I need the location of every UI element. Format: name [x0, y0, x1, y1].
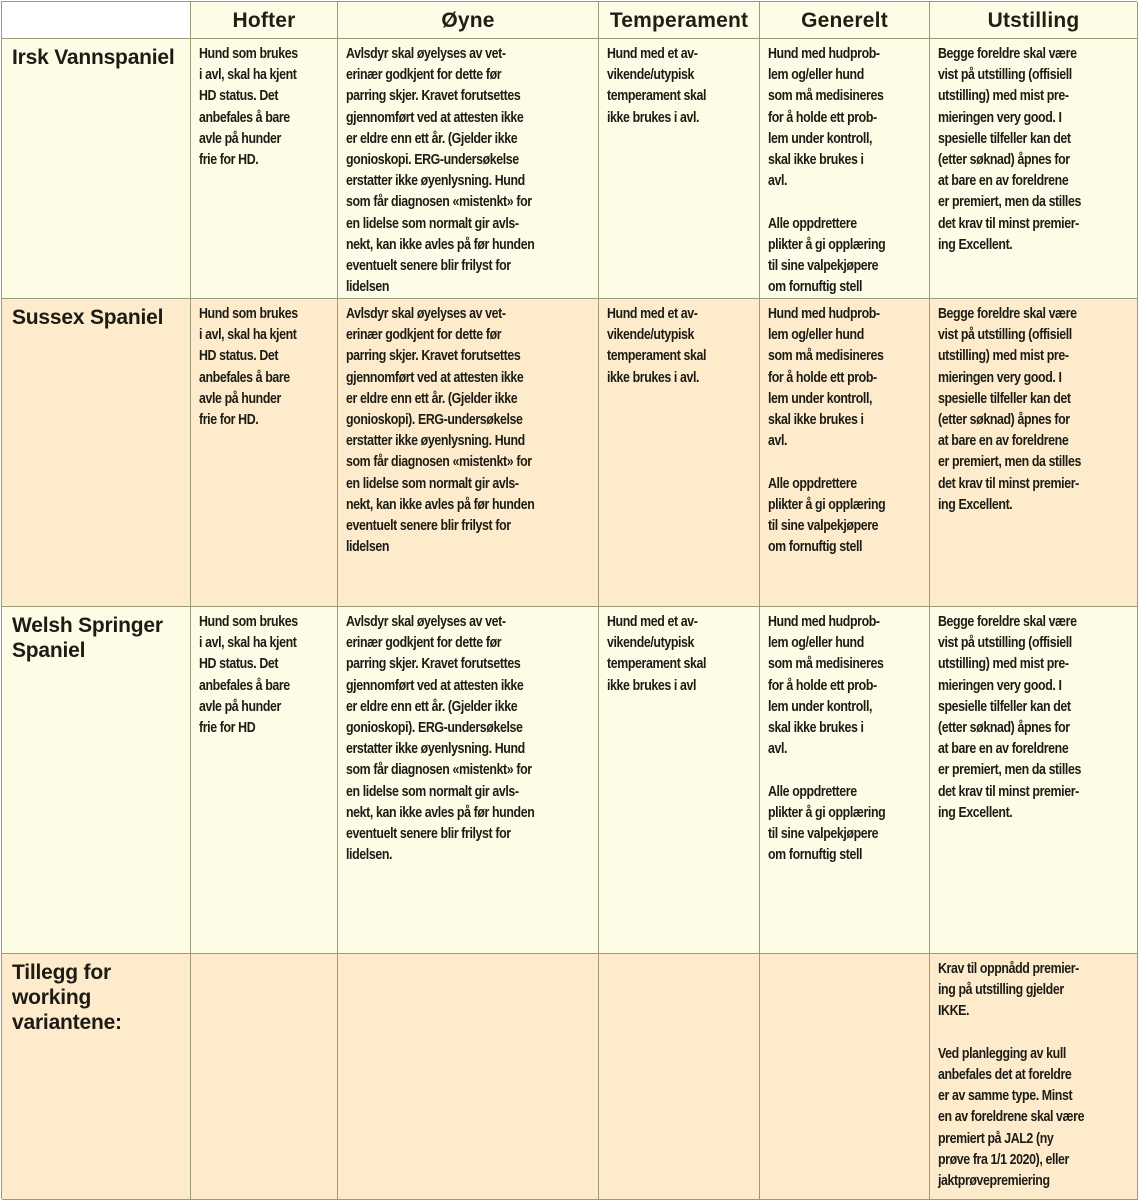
cell-working-temperament: [599, 954, 760, 1200]
cell-welsh-temperament: [599, 607, 760, 954]
cell-text: Hund med hudprob- lem og/eller hund som må medisineres for å holde ett prob- lem under kontroll, skal ikke brukes i avl. Alle oppdrettere plikter å gi opplæring til sine valpekjøpere om fornuftig stell: [768, 46, 886, 296]
cell-text: Begge foreldre skal være vist på utstilling (offisiell utstilling) med mist pre- mieringen very good. I spesielle tilfeller kan det (etter søknad) åpnes for at bare en av foreldrene er premiert, men da stilles det krav til minst premier- ing Excellent.: [938, 614, 1081, 821]
header-oyne: Øyne: [338, 2, 599, 39]
cell-text: Hund med hudprob- lem og/eller hund som må medisineres for å holde ett prob- lem under kontroll, skal ikke brukes i avl. Alle oppdrettere plikter å gi opplæring til sine valpekjøpere om fornuftig stell: [768, 306, 886, 556]
header-hofter: Hofter: [191, 2, 338, 39]
cell-text: Begge foreldre skal være vist på utstilling (offisiell utstilling) med mist pre- mieringen very good. I spesielle tilfeller kan det (etter søknad) åpnes for at bare en av foreldrene er premiert, men da stilles det krav til minst premier- ing Excellent.: [938, 306, 1081, 513]
cell-text: Hund med et av- vikende/utypisk temperament skal ikke brukes i avl.: [607, 46, 707, 126]
cell-welsh-generelt: [760, 607, 930, 954]
row-label-irsk-vannspaniel: Irsk Vannspaniel: [2, 39, 191, 299]
header-generelt: Generelt: [760, 2, 930, 39]
cell-irsk-generelt: [760, 39, 930, 299]
cell-text: Hund som brukes i avl, skal ha kjent HD status. Det anbefales å bare avle på hunder frie for HD.: [199, 306, 298, 429]
row-label-working-variants: Tillegg for working variantene:: [2, 954, 191, 1200]
cell-working-utstilling: [930, 954, 1138, 1200]
cell-irsk-utstilling: [930, 39, 1138, 299]
cell-sussex-temperament: [599, 299, 760, 607]
cell-irsk-oyne: [338, 39, 599, 299]
cell-text: Hund med hudprob- lem og/eller hund som må medisineres for å holde ett prob- lem under kontroll, skal ikke brukes i avl. Alle oppdrettere plikter å gi opplæring til sine valpekjøpere om fornuftig stell: [768, 614, 886, 864]
cell-welsh-hofter: [191, 607, 338, 954]
cell-text: Begge foreldre skal være vist på utstilling (offisiell utstilling) med mist pre- mieringen very good. I spesielle tilfeller kan det (etter søknad) åpnes for at bare en av foreldrene er premiert, men da stilles det krav til minst premier- ing Excellent.: [938, 46, 1081, 253]
cell-sussex-generelt: [760, 299, 930, 607]
cell-welsh-utstilling: [930, 607, 1138, 954]
row-label-sussex-spaniel: Sussex Spaniel: [2, 299, 191, 607]
cell-welsh-oyne: [338, 607, 599, 954]
cell-irsk-hofter: [191, 39, 338, 299]
cell-text: Hund som brukes i avl, skal ha kjent HD status. Det anbefales å bare avle på hunder frie for HD.: [199, 46, 298, 169]
cell-sussex-utstilling: [930, 299, 1138, 607]
cell-text: Avlsdyr skal øyelyses av vet- erinær godkjent for dette før parring skjer. Kravet forutsettes gjennomført ved at attesten ikke er eldre enn ett år. (Gjelder ikke gonioskopi). ERG-undersøkelse erstatter ikke øyenlysning. Hund som får diagnosen «mistenkt» for en lidelse som normalt gir avls- nekt, kan ikke avles på før hunden eventuelt senere blir frilyst for lidelsen: [346, 306, 535, 556]
breeding-requirements-table: [1, 1, 1137, 1199]
cell-sussex-oyne: [338, 299, 599, 607]
cell-sussex-hofter: [191, 299, 338, 607]
row-label-welsh-springer-spaniel: Welsh Springer Spaniel: [2, 607, 191, 954]
header-temperament: Temperament: [599, 2, 760, 39]
header-empty: [2, 2, 191, 39]
cell-text: Avlsdyr skal øyelyses av vet- erinær godkjent for dette før parring skjer. Kravet forutsettes gjennomført ved at attesten ikke er eldre enn ett år. (Gjelder ikke gonioskopi. ERG-undersøkelse erstatter ikke øyenlysning. Hund som får diagnosen «mistenkt» for en lidelse som normalt gir avls- nekt, kan ikke avles på før hunden eventuelt senere blir frilyst for lidelsen: [346, 46, 535, 296]
cell-text: Hund med et av- vikende/utypisk temperament skal ikke brukes i avl.: [607, 306, 707, 386]
header-utstilling: Utstilling: [930, 2, 1138, 39]
cell-text: Avlsdyr skal øyelyses av vet- erinær godkjent for dette før parring skjer. Kravet forutsettes gjennomført ved at attesten ikke er eldre enn ett år. (Gjelder ikke gonioskopi). ERG-undersøkelse erstatter ikke øyenlysning. Hund som får diagnosen «mistenkt» for en lidelse som normalt gir avls- nekt, kan ikke avles på før hunden eventuelt senere blir frilyst for lidelsen.: [346, 614, 535, 864]
cell-text: Hund med et av- vikende/utypisk temperament skal ikke brukes i avl: [607, 614, 707, 694]
cell-working-generelt: [760, 954, 930, 1200]
cell-text: Hund som brukes i avl, skal ha kjent HD status. Det anbefales å bare avle på hunder frie for HD: [199, 614, 298, 737]
cell-irsk-temperament: [599, 39, 760, 299]
cell-text: Krav til oppnådd premier- ing på utstilling gjelder IKKE. Ved planlegging av kull anbefales det at foreldre er av samme type. Minst en av foreldrene skal være premiert på JAL2 (ny prøve fra 1/1 2020), eller jaktprøvepremiering: [938, 961, 1085, 1190]
cell-working-oyne: [338, 954, 599, 1200]
cell-working-hofter: [191, 954, 338, 1200]
